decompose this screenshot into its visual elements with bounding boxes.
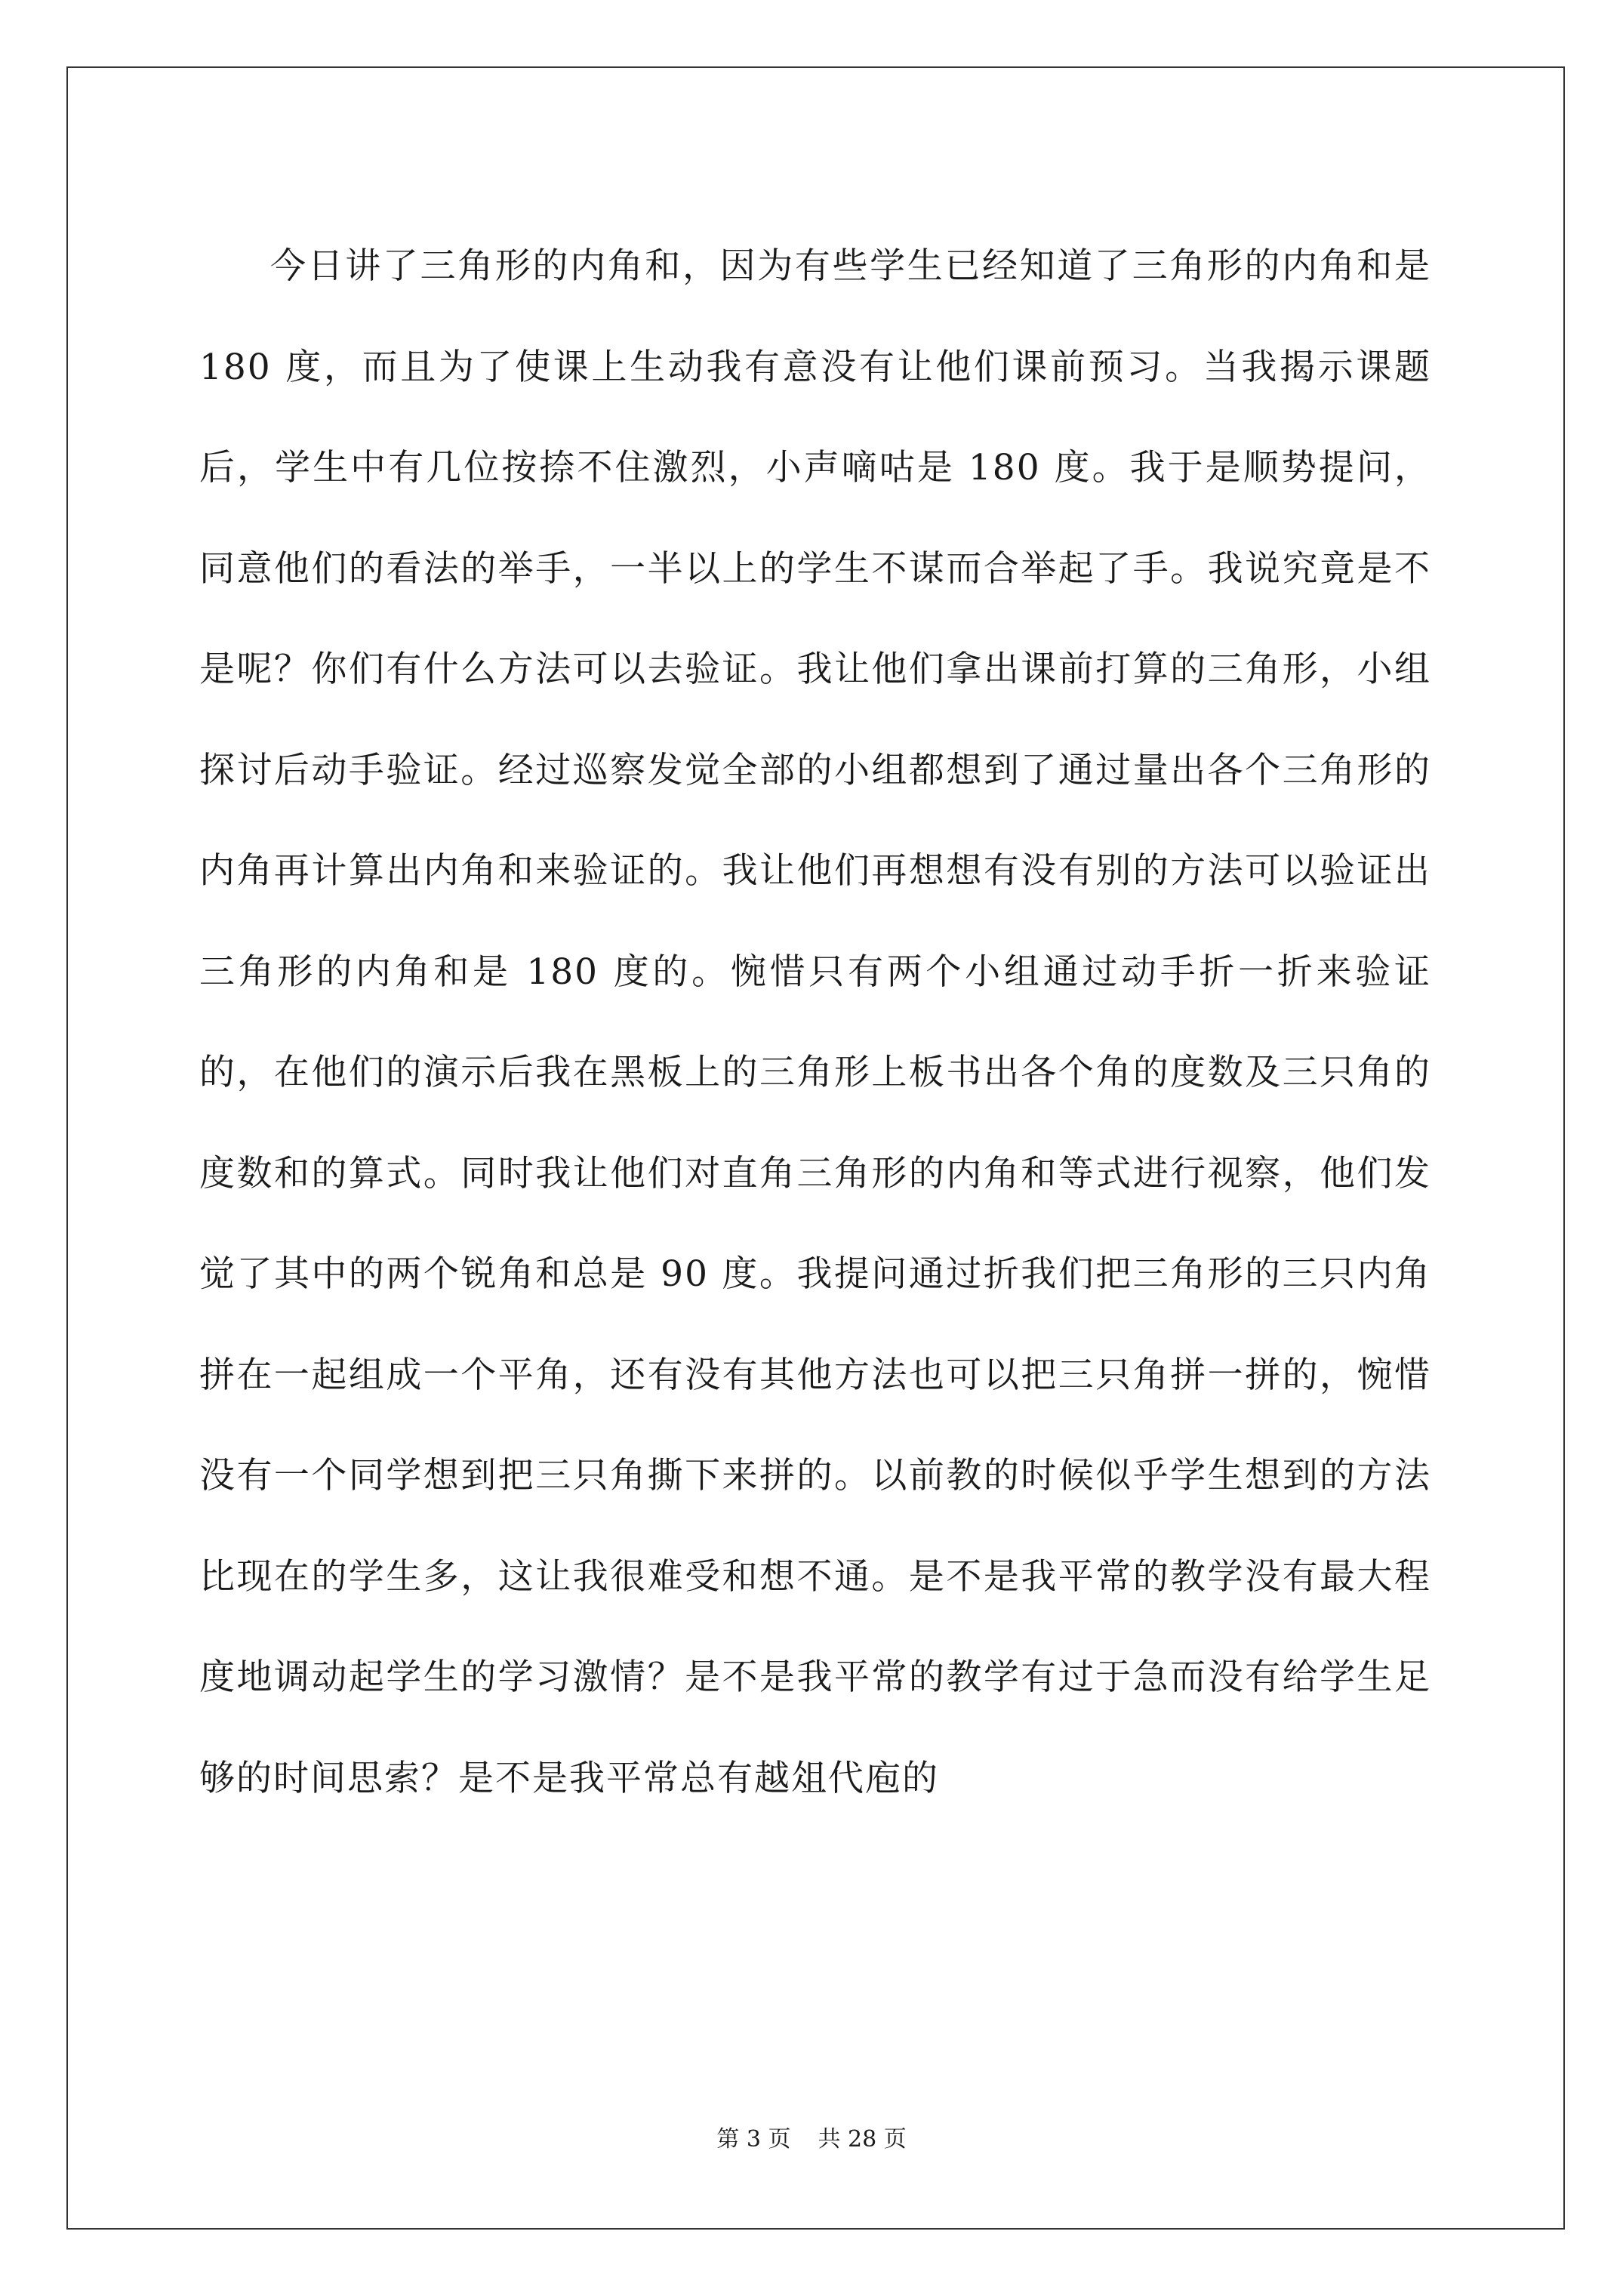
page-footer — [0, 2120, 1623, 2153]
page-number: 第 3 页 — [716, 2126, 791, 2153]
page-total: 共 28 页 — [818, 2126, 907, 2153]
body-paragraph: 今日讲了三角形的内角和，因为有些学生已经知道了三角形的内角和是 180 度，而且为了使课上生动我有意没有让他们课前预习。当我揭示课题后，学生中有几位按捺不住激烈，小声嘀咕是 180 度。我于是顺势提问，同意他们的看法的举手，一半以上的学生不谋而合举起了手。我说究竟是不是呢？你们有什么方法可以去验证。我让他们拿出课前打算的三角形，小组探讨后动手验证。经过巡察发觉全部的小组都想到了通过量出各个三角形的内角再计算出内角和来验证的。我让他们再想想有没有别的方法可以验证出三角形的内角和是 180 度的。惋惜只有两个小组通过动手折一折来验证的，在他们的演示后我在黑板上的三角形上板书出各个角的度数及三只角的度数和的算式。同时我让他们对直角三角形的内角和等式进行视察，他们发觉了其中的两个锐角和总是 90 度。我提问通过折我们把三角形的三只内角拼在一起组成一个平角，还有没有其他方法也可以把三只角拼一拼的，惋惜没有一个同学想到把三只角撕下来拼的。以前教的时候似乎学生想到的方法比现在的学生多，这让我很难受和想不通。是不是我平常的教学没有最大程度地调动起学生的学习激情？是不是我平常的教学有过于急而没有给学生足够的时间思索？是不是我平常总有越俎代庖的 — [199, 245, 1431, 1799]
